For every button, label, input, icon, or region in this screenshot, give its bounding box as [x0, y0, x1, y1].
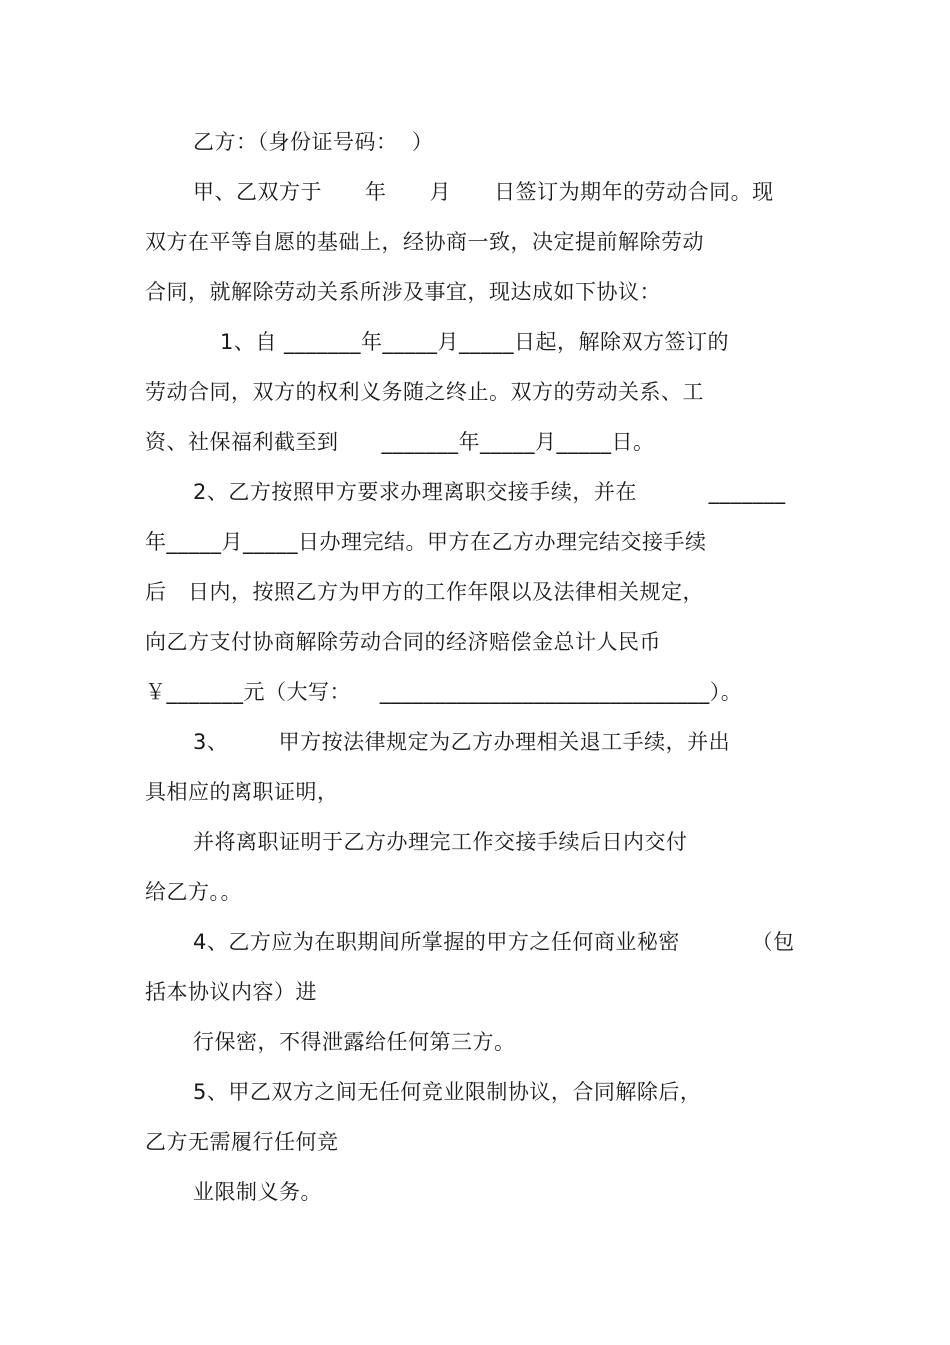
clause-1-line-1: 1、自 _______年_____月_____日起，解除双方签订的	[220, 330, 730, 354]
clause-3-line-3: 并将离职证明于乙方办理完工作交接手续后日内交付	[193, 830, 688, 854]
clause-5-line-2: 乙方无需履行任何竞	[145, 1130, 339, 1154]
clause-2-line-4: 向乙方支付协商解除劳动合同的经济赔偿金总计人民币	[145, 630, 661, 654]
clause-4-line-3: 行保密，不得泄露给任何第三方。	[193, 1030, 516, 1054]
clause-2-line-2: 年_____月_____日办理完结。甲方在乙方办理完结交接手续	[145, 530, 707, 554]
paragraph-intro-line-3: 合同，就解除劳动关系所涉及事宜，现达成如下协议：	[145, 280, 661, 304]
party-b-line: 乙方：（身份证号码： ）	[193, 130, 434, 154]
clause-2-line-3: 后 日内，按照乙方为甲方的工作年限以及法律相关规定，	[145, 580, 705, 604]
paragraph-intro-line-1: 甲、乙双方于 年 月 日签订为期年的劳动合同。现	[193, 180, 774, 204]
clause-2-line-5: ￥_______元（大写： ______________________________）。	[145, 680, 743, 704]
clause-1-line-3: 资、社保福利截至到 _______年_____月_____日。	[145, 430, 655, 454]
clause-5-line-1: 5、甲乙双方之间无任何竞业限制协议，合同解除后，	[193, 1080, 702, 1104]
clause-3-line-4: 给乙方。。	[145, 880, 242, 904]
clause-1-line-2: 劳动合同，双方的权利义务随之终止。双方的劳动关系、工	[145, 380, 704, 404]
clause-4-line-1: 4、乙方应为在职期间所掌握的甲方之任何商业秘密 （包	[193, 930, 795, 954]
clause-3-line-1: 3、 甲方按法律规定为乙方办理相关退工手续，并出	[193, 730, 731, 754]
clause-4-line-2: 括本协议内容）进	[145, 980, 317, 1004]
clause-3-line-2: 具相应的离职证明，	[145, 780, 339, 804]
clause-5-line-3: 业限制义务。	[193, 1180, 322, 1204]
clause-2-line-1: 2、乙方按照甲方要求办理离职交接手续，并在 _______	[193, 480, 786, 504]
paragraph-intro-line-2: 双方在平等自愿的基础上，经协商一致，决定提前解除劳动	[145, 230, 704, 254]
